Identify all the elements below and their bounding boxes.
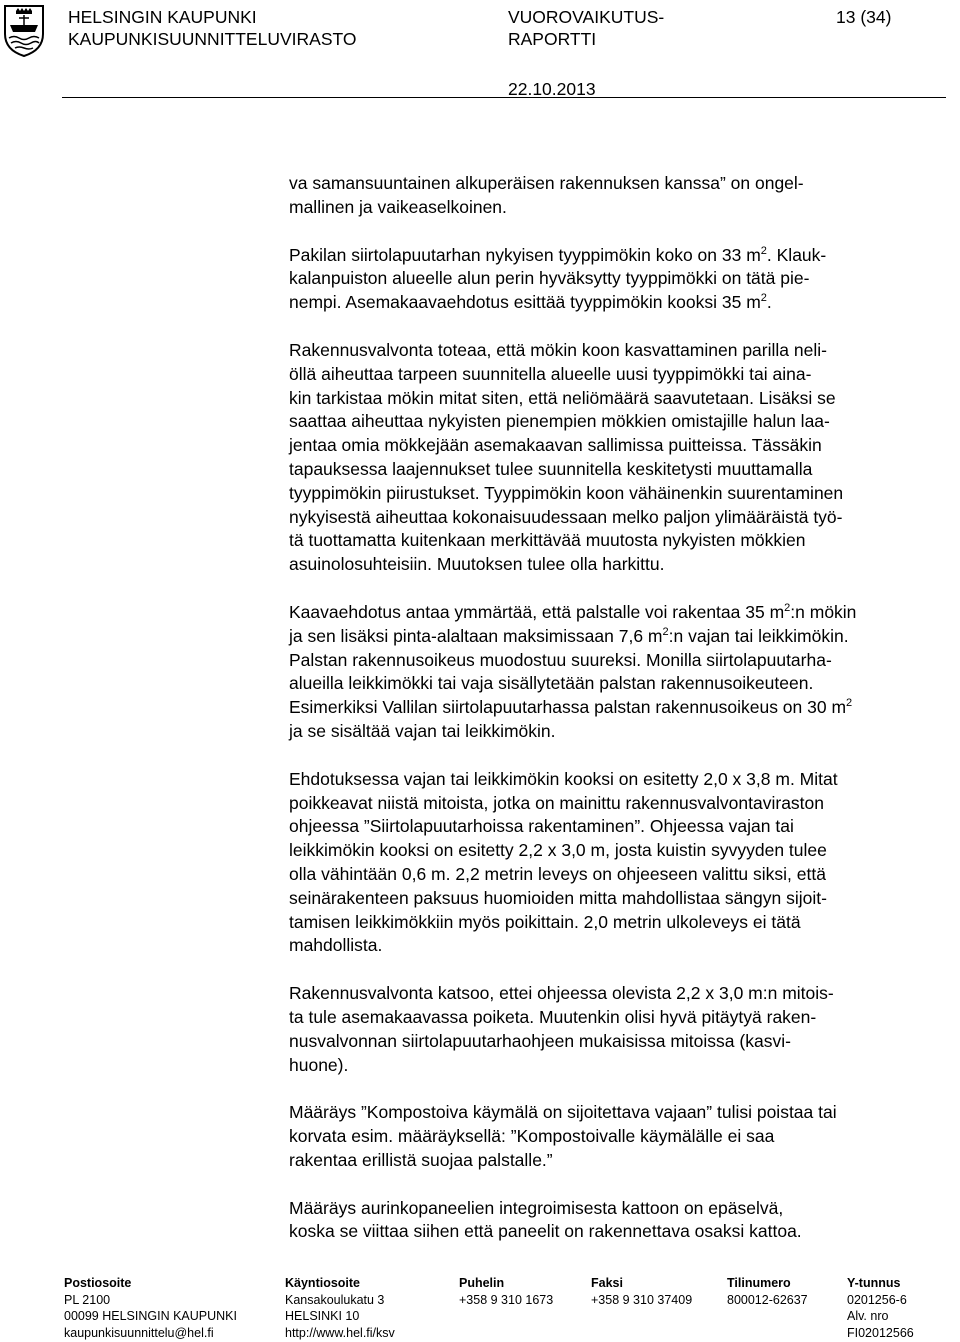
- document-date: 22.10.2013: [508, 79, 596, 99]
- organization-line-1: HELSINGIN KAUPUNKI: [68, 7, 257, 27]
- footer-column-line: Kansakoulukatu 3: [285, 1292, 385, 1307]
- body-paragraph: Rakennusvalvonta toteaa, että mökin koon kasvattaminen parilla neli- öllä aiheuttaa tarpeen suunnitella alueelle uusi tyyppimökki tai aina- kin tarkistaa mökin mitat siten, että neliömäärä saavutetaan. Lisäksi se saattaa aiheuttaa nykyisten pienempien mökkien omistajille halun laa- jentaa omia mökkejään asemakaavan sallimissa puitteissa. Tässäkin tapauksessa laajennukset tulee suunnitella keskitetysti muuttamalla tyyppimökin piirustukset. Tyyppimökin koon vähäinenkin suurentaminen nykyisestä aiheuttaa kokonaisuudessaan melko paljon ylimääräistä työ- tä tuottamatta kuitenkaan merkittävää muutosta nykyisten mökkien asuinolosuhteisiin. Muutoksen tulee olla harkittu.: [289, 339, 844, 575]
- footer-column-line: kaupunkisuunnittelu@hel.fi: [64, 1326, 214, 1341]
- footer-column: [64, 1275, 237, 1342]
- footer-column: [591, 1275, 692, 1308]
- document-body: [289, 172, 951, 1268]
- footer-column-line: HELSINKI 10: [285, 1309, 360, 1324]
- footer-column: [847, 1275, 914, 1342]
- footer-column: [727, 1275, 808, 1308]
- footer-column: [459, 1275, 553, 1308]
- page-number: 13 (34): [836, 7, 892, 27]
- body-paragraph: Pakilan siirtolapuutarhan nykyisen tyyppimökin koko on 33 $m^2$. Klauk- kalanpuiston alueelle alun perin hyväksytty tyyppimökki on tätä pie- nempi. Asemakaavaehdotus esittää tyyppimökin kooksi 35 $m^2$.: [289, 244, 827, 313]
- header-divider: [62, 97, 946, 98]
- footer-column-heading: Faksi: [591, 1276, 623, 1290]
- body-paragraph: Kaavaehdotus antaa ymmärtää, että palstalle voi rakentaa 35 $m^2:n$ mökin ja sen lisäksi pinta-alaltaan maksimissaan 7,6 $m^2:n$ vajan tai leikkimökin. Palstan rakennusoikeus muodostuu suureksi. Monilla siirtolapuutarha- alueilla leikkimökki tai vaja sisällytetään palstan rakennusoikeuteen. Esimerkiksi Vallilan siirtolapuutarhassa palstan rakennusoikeus on 30 $m^2$ ja se sisältää vajan tai leikkimökin.: [289, 601, 857, 741]
- footer-column-line: Alv. nro: [847, 1309, 889, 1324]
- footer-column-line: +358 9 310 1673: [459, 1292, 554, 1307]
- body-paragraph: Määräys aurinkopaneelien integroimisesta kattoon on epäselvä, koska se viittaa siihen että paneelit on rakennettava osaksi kattoa.: [289, 1197, 802, 1242]
- footer-column-heading: Käyntiosoite: [285, 1276, 361, 1290]
- footer-column-line: 0201256-6: [847, 1292, 907, 1307]
- footer-column-heading: Y-tunnus: [847, 1276, 901, 1290]
- footer-column-line: 00099 HELSINGIN KAUPUNKI: [64, 1309, 237, 1324]
- document-type-line-1: VUOROVAIKUTUS-: [508, 7, 665, 27]
- footer-column-heading: Tilinumero: [727, 1276, 791, 1290]
- organization-name: [68, 6, 356, 50]
- body-paragraph: va samansuuntainen alkuperäisen rakennuksen kanssa” on ongel- mallinen ja vaikeaselkoinen.: [289, 173, 804, 217]
- body-paragraph: Ehdotuksessa vajan tai leikkimökin kooksi on esitetty 2,0 x 3,8 m. Mitat poikkeavat niistä mitoista, jotka on mainittu rakennusvalvontaviraston ohjeessa ”Siirtolapuutarhoissa rakentaminen”. Ohjeessa vajan tai leikkimökin kooksi on esitetty 2,2 x 3,0 m, josta kuistin syvyyden tulee olla vähintään 0,6 m. 2,2 metrin leveys on ohjeeseen valittu siksi, että seinärakenteen paksuus huomioiden mitta mahdollistaa sängyn sijoit- tamisen leikkimökkiin myös poikittain. 2,0 metrin ulkoleveys ei tätä mahdollista.: [289, 768, 838, 956]
- footer-column-heading: Postiosoite: [64, 1276, 132, 1290]
- footer-column: [285, 1275, 395, 1342]
- footer-column-line: +358 9 310 37409: [591, 1292, 693, 1307]
- footer-column-line: 800012-62637: [727, 1292, 808, 1307]
- footer-column-line: http://www.hel.fi/ksv: [285, 1326, 395, 1341]
- body-paragraph: Määräys ”Kompostoiva käymälä on sijoitettava vajaan” tulisi poistaa tai korvata esim. määräyksellä: ”Kompostoivalle käymälälle ei saa rakentaa erillistä suojaa palstalle.”: [289, 1102, 837, 1170]
- body-paragraph: Rakennusvalvonta katsoo, ettei ohjeessa olevista 2,2 x 3,0 m:n mitois- ta tule asemakaavassa poiketa. Muutenkin olisi hyvä pitäytyä raken- nusvalvonnan siirtolapuutarhaohjeen mukaisissa mitoissa (kasvi- huone).: [289, 983, 834, 1075]
- document-type: [508, 6, 664, 50]
- helsinki-crest-icon: [2, 4, 46, 58]
- footer-column-line: PL 2100: [64, 1292, 111, 1307]
- document-type-line-2: RAPORTTI: [508, 29, 597, 49]
- page-footer: [64, 1275, 960, 1342]
- footer-column-line: FI02012566: [847, 1326, 914, 1341]
- footer-column-heading: Puhelin: [459, 1276, 505, 1290]
- organization-line-2: KAUPUNKISUUNNITTELUVIRASTO: [68, 29, 357, 49]
